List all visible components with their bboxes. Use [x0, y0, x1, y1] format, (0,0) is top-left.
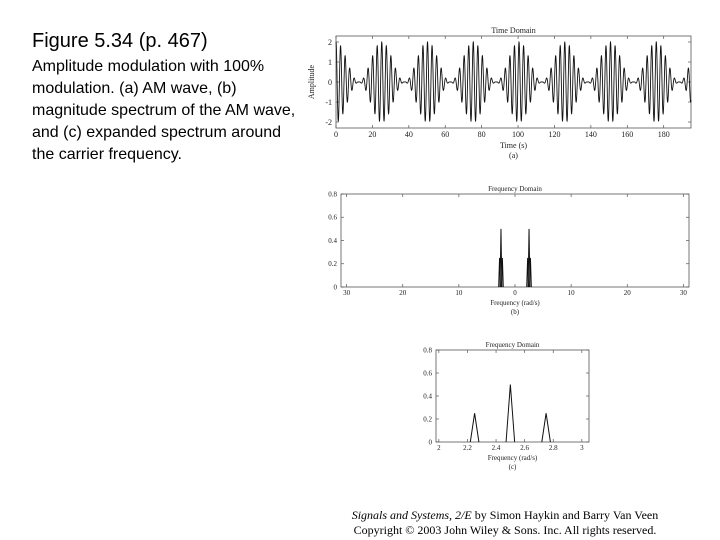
x-tick-label: 60: [441, 130, 450, 139]
x-tick-label: 0: [334, 130, 338, 139]
x-tick-label: 120: [548, 130, 561, 139]
frequency-domain-plot-full: [328, 185, 689, 316]
copyright-notice: Copyright © 2003 John Wiley & Sons. Inc. All rights reserved.: [353, 523, 657, 537]
y-tick-label: 0: [428, 438, 432, 447]
y-axis-label: Amplitude: [307, 64, 316, 100]
plot-title: Frequency Domain: [488, 185, 542, 193]
y-tick-label: 0.2: [423, 415, 432, 424]
x-tick-label: 2.6: [520, 444, 530, 452]
y-tick-label: 1: [328, 57, 332, 67]
plot-title: Frequency Domain: [485, 341, 540, 349]
spectrum-peak: [542, 413, 551, 442]
x-tick-label: 0: [513, 289, 517, 297]
book-title: Signals and Systems, 2/E: [351, 508, 472, 522]
book-authors: by Simon Haykin and Barry Van Veen: [471, 508, 659, 522]
y-tick-label: 2: [328, 37, 332, 47]
panel-sublabel: (c): [508, 463, 517, 471]
y-tick-label: 0.4: [328, 236, 337, 245]
spectrum-peak: [501, 258, 503, 287]
panel-sublabel: (b): [510, 308, 520, 316]
spectrum-peak: [530, 258, 532, 287]
book-credit: [330, 508, 680, 538]
x-axis-label: Time (s): [499, 141, 528, 150]
plot-frame: [341, 194, 689, 287]
y-tick-label: 0: [328, 77, 332, 87]
figure-title: Figure 5.34 (p. 467): [32, 30, 208, 52]
y-tick-label: 0.2: [328, 260, 337, 269]
y-tick-label: -1: [325, 97, 332, 107]
x-tick-label: 3: [580, 444, 584, 452]
y-tick-label: -2: [325, 117, 332, 127]
x-tick-label: 30: [679, 289, 687, 297]
x-tick-label: 40: [404, 130, 413, 139]
x-tick-label: 80: [477, 130, 486, 139]
panel-sublabel: (a): [509, 151, 518, 160]
figure-description: Amplitude modulation with 100% modulation. (a) AM wave, (b) magnitude spectrum of the AM wave, and (c) expanded spectrum around the carrier frequency.: [32, 58, 296, 163]
x-axis-label: Frequency (rad/s): [487, 454, 538, 462]
x-tick-label: 160: [621, 130, 634, 139]
x-tick-label: 2: [437, 444, 441, 452]
am-wave-line: [336, 42, 691, 121]
plot-title: Time Domain: [491, 26, 536, 35]
x-tick-label: 20: [399, 289, 407, 297]
x-tick-label: 180: [657, 130, 670, 139]
y-tick-label: 0.8: [328, 190, 337, 199]
y-tick-label: 0.4: [423, 392, 432, 401]
y-tick-label: 0.6: [423, 369, 432, 378]
plot-frame: [436, 350, 589, 442]
x-tick-label: 30: [343, 289, 351, 297]
x-tick-label: 20: [368, 130, 377, 139]
y-tick-label: 0: [333, 283, 337, 292]
x-tick-label: 140: [584, 130, 597, 139]
frequency-domain-plot-expanded: [423, 341, 589, 471]
x-tick-label: 20: [623, 289, 631, 297]
x-tick-label: 10: [455, 289, 463, 297]
spectrum-peak: [470, 413, 479, 442]
x-tick-label: 2.2: [463, 444, 472, 452]
spectrum-peak: [506, 385, 515, 443]
x-axis-label: Frequency (rad/s): [490, 299, 540, 307]
x-tick-label: 100: [512, 130, 525, 139]
x-tick-label: 10: [567, 289, 575, 297]
x-tick-label: 2.4: [491, 444, 501, 452]
time-domain-plot: [307, 26, 691, 160]
y-tick-label: 0.8: [423, 346, 432, 355]
y-tick-label: 0.6: [328, 213, 337, 222]
x-tick-label: 2.8: [548, 444, 558, 452]
